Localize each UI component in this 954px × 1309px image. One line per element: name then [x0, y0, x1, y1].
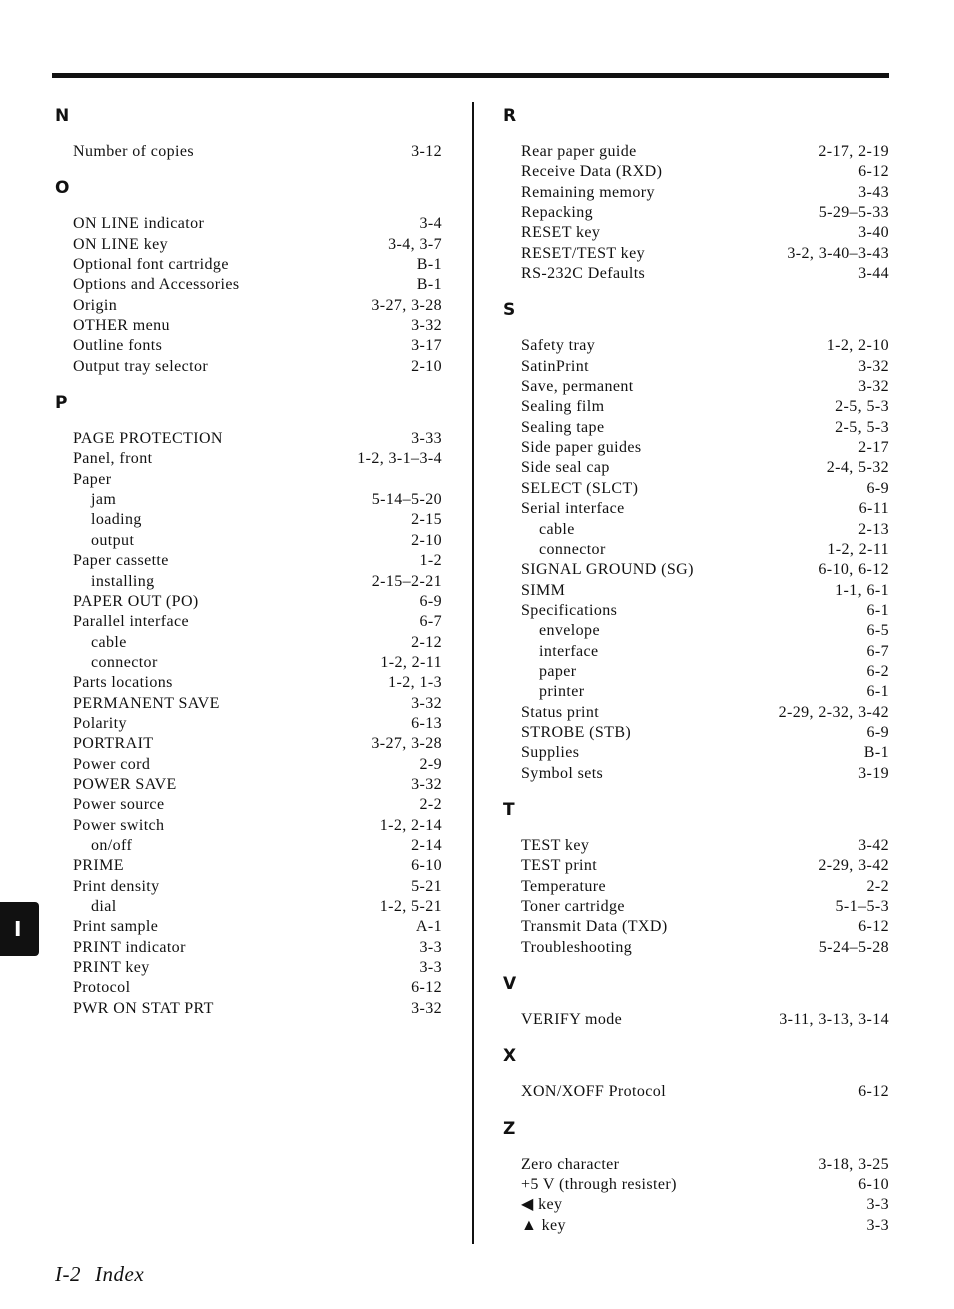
index-term: SELECT (SLCT) — [521, 479, 639, 497]
index-page-refs: 1-2, 2-11 — [380, 653, 442, 671]
index-page-refs: 5-29–5-33 — [818, 204, 889, 222]
index-page-refs: 6-10 — [858, 1176, 889, 1194]
index-term: dial — [91, 898, 117, 915]
index-page-refs: 6-7 — [866, 642, 889, 660]
index-page-refs: 3-32 — [411, 775, 442, 793]
index-page-refs: 1-2, 5-21 — [379, 898, 442, 915]
index-entry-list — [55, 429, 445, 1019]
index-page-refs: 2-15 — [411, 511, 442, 529]
index-page-refs: 2-15–2-21 — [371, 572, 442, 590]
index-term: Side seal cap — [521, 459, 610, 477]
index-term: interface — [539, 642, 599, 660]
index-page-refs: 1-2, 2-11 — [827, 540, 889, 558]
index-entry — [503, 336, 895, 356]
index-term: ◀ key — [521, 1196, 563, 1214]
index-term: Supplies — [521, 744, 580, 762]
index-entry — [503, 479, 895, 499]
index-entry — [503, 938, 895, 958]
index-page-refs: 6-7 — [419, 613, 442, 631]
index-entry-list — [503, 836, 895, 958]
index-page-refs: 2-2 — [866, 877, 889, 895]
index-term: STROBE (STB) — [521, 723, 632, 741]
index-term: Optional font cartridge — [73, 256, 229, 274]
index-page-refs: 3-32 — [858, 357, 889, 375]
index-entry — [55, 255, 445, 275]
index-page-refs: 3-33 — [411, 430, 442, 448]
page-footer — [55, 1262, 144, 1287]
index-page-refs: 2-5, 5-3 — [835, 398, 889, 416]
index-entry — [503, 764, 895, 784]
index-term: on/off — [91, 836, 133, 854]
index-term: POWER SAVE — [73, 775, 177, 793]
section-letter-p: P — [55, 393, 68, 414]
index-entry — [55, 592, 445, 612]
index-term: PRINT indicator — [73, 938, 186, 956]
index-page-refs: 3-4, 3-7 — [388, 235, 442, 253]
index-term: Side paper guides — [521, 439, 642, 457]
index-term: XON/XOFF Protocol — [521, 1083, 667, 1101]
index-entry — [503, 723, 895, 743]
index-entry — [55, 673, 445, 693]
index-term: PAPER OUT (PO) — [73, 592, 199, 610]
index-page-refs: 3-32 — [411, 999, 442, 1017]
index-subentry — [503, 540, 895, 560]
index-page-refs: 3-44 — [858, 265, 889, 283]
index-entry — [503, 1195, 895, 1215]
index-term: TEST key — [521, 836, 590, 854]
index-page-refs: 6-13 — [411, 714, 442, 732]
index-term: Print sample — [73, 918, 159, 936]
index-entry — [55, 449, 445, 469]
index-page-refs: 5-14–5-20 — [371, 491, 442, 509]
index-page-refs: 3-40 — [858, 224, 889, 242]
index-term: Number of copies — [73, 143, 195, 160]
section-letter-x: X — [503, 1046, 517, 1067]
index-term: +5 V (through resister) — [521, 1176, 677, 1194]
index-page-refs: 3-12 — [411, 143, 442, 160]
index-page-refs: 3-3 — [419, 959, 442, 977]
index-term: cable — [539, 520, 575, 538]
index-subentry — [55, 836, 445, 856]
index-entry-list — [503, 1010, 895, 1030]
index-term: Polarity — [73, 714, 127, 732]
index-term: ON LINE key — [73, 235, 169, 253]
index-page-refs: 6-12 — [858, 918, 889, 936]
index-term: Output tray selector — [73, 357, 209, 375]
index-entry — [503, 183, 895, 203]
index-term: Options and Accessories — [73, 276, 240, 294]
index-term: Print density — [73, 877, 160, 895]
index-entry — [503, 244, 895, 264]
index-page-refs: 2-12 — [411, 633, 442, 651]
section-letter-r: R — [503, 106, 517, 126]
index-subentry — [503, 662, 895, 682]
thumb-tab-letter: I — [14, 917, 22, 941]
index-entry — [55, 316, 445, 336]
index-term: Panel, front — [73, 450, 153, 468]
index-subentry — [55, 490, 445, 510]
index-entry — [55, 296, 445, 316]
index-term: connector — [91, 653, 158, 671]
index-entry — [55, 734, 445, 754]
index-entry-list — [503, 1082, 895, 1102]
index-term: PRINT key — [73, 959, 150, 977]
index-page-refs: 2-17, 2-19 — [818, 143, 889, 160]
index-term: PAGE PROTECTION — [73, 430, 223, 448]
index-page-refs: 3-32 — [411, 317, 442, 335]
index-entry — [503, 836, 895, 856]
index-page-refs: 2-14 — [411, 836, 442, 854]
index-entry — [55, 470, 445, 490]
index-page-refs: 6-12 — [411, 979, 442, 997]
index-term: Save, permanent — [521, 378, 634, 396]
index-term: Paper — [73, 470, 112, 488]
index-page-refs: 5-24–5-28 — [818, 938, 889, 956]
index-page-refs: 1-1, 6-1 — [835, 581, 889, 599]
index-page-refs: 3-4 — [419, 215, 442, 233]
section-letter-z: Z — [503, 1118, 516, 1139]
index-term: RESET/TEST key — [521, 244, 645, 262]
index-entry — [55, 856, 445, 876]
index-term: Sealing tape — [521, 418, 605, 436]
index-term: Outline fonts — [73, 337, 163, 355]
index-entry — [55, 999, 445, 1019]
index-subentry — [503, 642, 895, 662]
index-page-refs: 5-21 — [411, 877, 442, 895]
index-page-refs: 3-32 — [411, 694, 442, 712]
index-page-refs: 3-2, 3-40–3-43 — [787, 244, 889, 262]
index-entry — [503, 438, 895, 458]
index-term: Power source — [73, 796, 165, 814]
index-entry — [55, 235, 445, 255]
index-entry — [503, 581, 895, 601]
footer-page-number: I-2 — [55, 1262, 81, 1286]
index-page-refs: 2-10 — [411, 531, 442, 549]
index-entry — [55, 612, 445, 632]
index-page-refs: 2-5, 5-3 — [835, 418, 889, 436]
index-page-refs: 1-2, 3-1–3-4 — [357, 450, 442, 468]
index-entry — [503, 418, 895, 438]
index-entry-list — [55, 214, 445, 377]
index-entry-list — [503, 1155, 895, 1236]
index-entry — [503, 377, 895, 397]
index-page-refs: 6-5 — [866, 622, 889, 640]
index-page-refs: B-1 — [863, 744, 889, 762]
index-entry — [503, 1175, 895, 1195]
index-entry — [503, 1155, 895, 1175]
index-entry — [55, 429, 445, 449]
index-term: Paper cassette — [73, 552, 169, 570]
index-page-refs: 3-43 — [858, 183, 889, 201]
index-subentry — [55, 633, 445, 653]
index-entry — [55, 714, 445, 734]
index-term: Zero character — [521, 1155, 620, 1173]
index-entry — [55, 795, 445, 815]
index-term: RS-232C Defaults — [521, 265, 646, 283]
index-page-refs: 3-3 — [866, 1216, 889, 1234]
index-page-refs: 3-19 — [858, 764, 889, 782]
index-entry — [503, 203, 895, 223]
index-page-refs: 5-1–5-3 — [835, 898, 889, 915]
index-subentry — [55, 531, 445, 551]
index-page-refs: 2-17 — [858, 439, 889, 457]
index-entry — [55, 978, 445, 998]
index-entry — [503, 917, 895, 937]
index-entry — [55, 214, 445, 234]
index-entry — [55, 877, 445, 897]
index-page-refs: 3-11, 3-13, 3-14 — [779, 1011, 889, 1029]
footer-title: Index — [95, 1262, 145, 1286]
index-page-refs: 2-29, 2-32, 3-42 — [778, 703, 889, 721]
index-term: paper — [539, 662, 577, 680]
index-page-refs: 6-11 — [858, 500, 889, 518]
index-page-refs: 3-18, 3-25 — [818, 1155, 889, 1173]
index-page-refs: 6-9 — [866, 723, 889, 741]
index-entry — [503, 397, 895, 417]
index-term: TEST print — [521, 857, 598, 875]
index-entry — [55, 938, 445, 958]
index-entry — [503, 499, 895, 519]
index-page-refs: 6-10 — [411, 857, 442, 875]
index-entry — [55, 958, 445, 978]
index-term: PRIME — [73, 857, 124, 875]
header-rule — [52, 73, 889, 78]
section-letter-s: S — [503, 300, 516, 321]
index-term: OTHER menu — [73, 317, 170, 335]
index-page-refs: 1-2 — [419, 552, 442, 570]
index-page-refs: B-1 — [416, 256, 442, 274]
index-page-refs: 6-12 — [858, 1083, 889, 1101]
index-subentry — [55, 510, 445, 530]
index-term: Parallel interface — [73, 613, 190, 631]
index-entry — [55, 336, 445, 356]
index-column-right — [503, 106, 895, 1252]
index-subentry — [55, 653, 445, 673]
index-entry — [503, 1010, 895, 1030]
index-term: SIGNAL GROUND (SG) — [521, 561, 694, 579]
index-term: RESET key — [521, 224, 601, 242]
index-term: SIMM — [521, 581, 566, 599]
index-term: SatinPrint — [521, 357, 590, 375]
index-term: cable — [91, 633, 127, 651]
index-entry — [503, 897, 895, 917]
index-page-refs: 1-2, 1-3 — [388, 674, 442, 692]
index-term: Symbol sets — [521, 764, 604, 782]
column-divider — [472, 102, 474, 1244]
section-letter-o: O — [55, 178, 70, 199]
index-term: output — [91, 531, 135, 549]
index-term: Temperature — [521, 877, 607, 895]
index-page-refs: 3-27, 3-28 — [371, 296, 442, 314]
index-page-refs: 3-42 — [858, 836, 889, 854]
index-entry — [503, 856, 895, 876]
index-entry — [55, 551, 445, 571]
index-term: PORTRAIT — [73, 735, 154, 753]
index-term: Receive Data (RXD) — [521, 163, 663, 181]
index-subentry — [503, 682, 895, 702]
index-subentry — [503, 621, 895, 641]
index-term: Safety tray — [521, 337, 596, 355]
index-subentry — [55, 572, 445, 592]
index-entry — [503, 877, 895, 897]
index-term: Troubleshooting — [521, 938, 633, 956]
index-page-refs: 6-9 — [419, 592, 442, 610]
index-entry — [55, 816, 445, 836]
index-term: Toner cartridge — [521, 898, 625, 915]
index-page-refs: B-1 — [416, 276, 442, 294]
index-entry — [503, 1216, 895, 1236]
index-entry — [503, 560, 895, 580]
section-letter-n: N — [55, 106, 70, 126]
index-term: Origin — [73, 296, 118, 314]
index-page-refs: 2-10 — [411, 357, 442, 375]
index-term: Specifications — [521, 601, 618, 619]
index-page-refs: 6-12 — [858, 163, 889, 181]
index-entry — [503, 357, 895, 377]
index-entry — [55, 775, 445, 795]
index-page-refs: 6-1 — [866, 683, 889, 701]
index-term: connector — [539, 540, 606, 558]
index-term: printer — [539, 683, 585, 701]
index-subentry — [55, 897, 445, 917]
index-subentry — [503, 520, 895, 540]
index-entry — [503, 703, 895, 723]
index-page-refs: 3-27, 3-28 — [371, 735, 442, 753]
index-page-refs: 2-13 — [858, 520, 889, 538]
index-term: Parts locations — [73, 674, 173, 692]
index-term: Protocol — [73, 979, 131, 997]
index-column-left — [55, 106, 445, 1035]
index-entry — [503, 142, 895, 162]
index-entry — [503, 743, 895, 763]
index-page-refs: 2-9 — [419, 755, 442, 773]
index-page-refs: 2-29, 3-42 — [818, 857, 889, 875]
index-entry — [503, 223, 895, 243]
index-term: Serial interface — [521, 500, 625, 518]
section-letter-v: V — [503, 974, 517, 995]
index-entry — [503, 264, 895, 284]
index-page-refs: 6-9 — [866, 479, 889, 497]
index-page-refs: 6-1 — [866, 601, 889, 619]
index-term: PWR ON STAT PRT — [73, 999, 214, 1017]
index-term: Transmit Data (TXD) — [521, 918, 668, 936]
index-entry-list — [55, 142, 445, 162]
index-entry — [503, 458, 895, 478]
index-entry — [503, 601, 895, 621]
index-page-refs: 2-4, 5-32 — [826, 459, 889, 477]
index-page-refs: 3-3 — [866, 1196, 889, 1214]
index-entry — [55, 275, 445, 295]
index-term: Repacking — [521, 204, 594, 222]
index-page-refs: 1-2, 2-14 — [379, 816, 442, 834]
index-term: Power switch — [73, 816, 165, 834]
index-entry — [503, 1082, 895, 1102]
index-entry — [55, 142, 445, 162]
index-term: ▲ key — [521, 1216, 566, 1234]
index-term: loading — [91, 511, 142, 529]
index-page-refs: 3-32 — [858, 378, 889, 396]
index-page-refs: 6-2 — [866, 662, 889, 680]
index-entry — [503, 162, 895, 182]
index-entry — [55, 357, 445, 377]
index-page-refs: 6-10, 6-12 — [818, 561, 889, 579]
index-entry-list — [503, 336, 895, 784]
section-thumb-tab — [0, 902, 39, 956]
index-page-refs: 3-3 — [419, 938, 442, 956]
index-page-refs: 1-2, 2-10 — [826, 337, 889, 355]
index-term: envelope — [539, 622, 600, 640]
index-page-refs: A-1 — [415, 918, 442, 936]
index-term: Remaining memory — [521, 183, 655, 201]
index-entry — [55, 694, 445, 714]
index-page-refs: 3-17 — [411, 337, 442, 355]
index-term: jam — [91, 491, 117, 509]
index-entry — [55, 755, 445, 775]
index-term: installing — [91, 572, 155, 590]
index-term: PERMANENT SAVE — [73, 694, 220, 712]
index-entry-list — [503, 142, 895, 284]
index-term: Status print — [521, 703, 600, 721]
index-entry — [55, 917, 445, 937]
section-letter-t: T — [503, 799, 515, 820]
index-term: Power cord — [73, 755, 151, 773]
index-term: Rear paper guide — [521, 143, 637, 160]
index-term: VERIFY mode — [521, 1011, 623, 1029]
index-term: ON LINE indicator — [73, 215, 205, 233]
index-page-refs: 2-2 — [419, 796, 442, 814]
index-term: Sealing film — [521, 398, 605, 416]
